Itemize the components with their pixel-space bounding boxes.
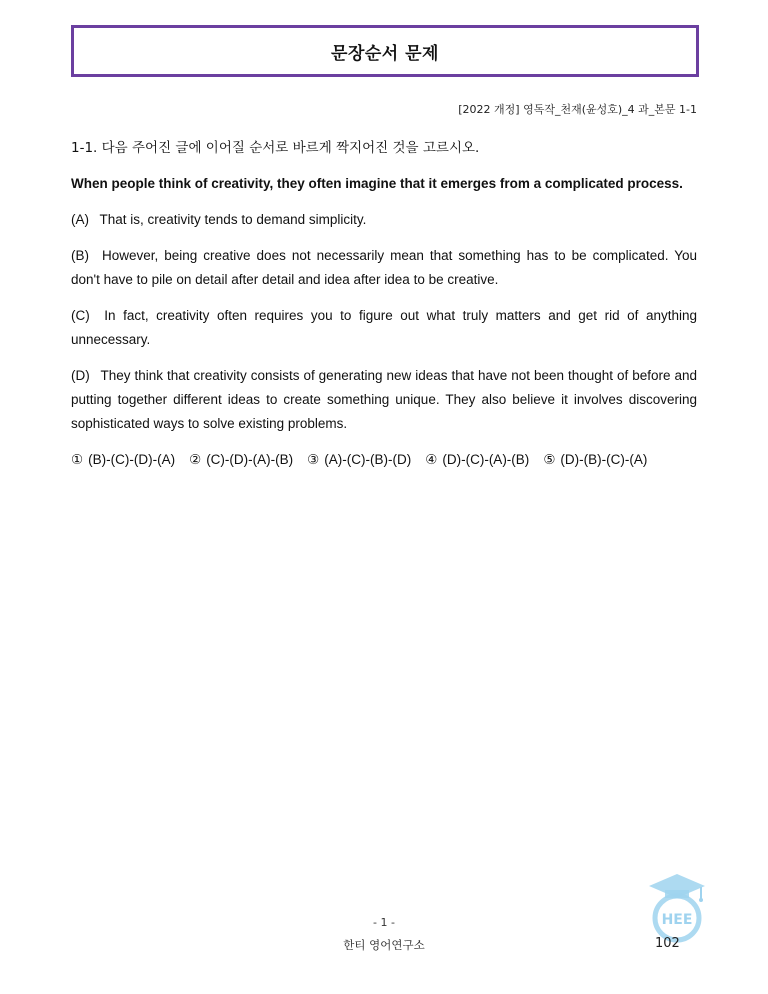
choice-4[interactable] [425, 448, 529, 472]
page-title: 문장순서 문제 [331, 43, 439, 64]
graduation-cap-logo-icon [645, 872, 709, 944]
choice-text: (A)-(C)-(B)-(D) [324, 452, 412, 467]
choice-number: ① [71, 452, 84, 468]
choice-3[interactable] [307, 448, 411, 472]
question-prompt: 1-1. 다음 주어진 글에 이어질 순서로 바르게 짝지어진 것을 고르시오. [71, 140, 480, 156]
choice-text: (B)-(C)-(D)-(A) [88, 452, 176, 467]
choice-text: (C)-(D)-(A)-(B) [206, 452, 294, 467]
page-number: 102 [655, 936, 680, 951]
paragraph-label: (A) [71, 212, 89, 227]
answer-choices [71, 448, 697, 472]
source-reference: [2022 개정] 영독작_천재(윤성호)_4 과_본문 1-1 [458, 103, 697, 116]
logo-text: HEE [661, 912, 693, 928]
paragraph-text: They think that creativity consists of generating new ideas that have not been thought of before and putting together different ideas to create something unique. They also believe it involves discovering sophisticated ways to solve existing problems. [71, 368, 697, 431]
organization-name: 한티 영어연구소 [343, 938, 425, 952]
choice-2[interactable] [189, 448, 293, 472]
paragraph-b [71, 244, 697, 292]
paragraph-c [71, 304, 697, 352]
choice-number: ② [189, 452, 202, 468]
paragraph-a [71, 208, 697, 232]
choice-1[interactable] [71, 448, 175, 472]
choice-number: ⑤ [543, 452, 556, 468]
paragraph-text: In fact, creativity often requires you to figure out what truly matters and get rid of anything unnecessary. [71, 308, 697, 347]
choice-text: (D)-(C)-(A)-(B) [442, 452, 530, 467]
lead-sentence: When people think of creativity, they often imagine that it emerges from a complicated process. [71, 176, 683, 191]
paragraph-text: However, being creative does not necessarily mean that something has to be complicated. You don't have to pile on detail after detail and idea after idea to be creative. [71, 248, 697, 287]
choice-number: ④ [425, 452, 438, 468]
paragraph-label: (C) [71, 308, 90, 323]
paragraph-text: That is, creativity tends to demand simplicity. [99, 212, 367, 227]
choice-5[interactable] [543, 448, 647, 472]
paragraph-d [71, 364, 697, 436]
paragraph-label: (B) [71, 248, 89, 263]
title-box [71, 25, 699, 77]
choice-number: ③ [307, 452, 320, 468]
choice-text: (D)-(B)-(C)-(A) [560, 452, 648, 467]
page-marker: - 1 - [373, 916, 395, 929]
paragraph-label: (D) [71, 368, 90, 383]
question-content [71, 136, 697, 472]
